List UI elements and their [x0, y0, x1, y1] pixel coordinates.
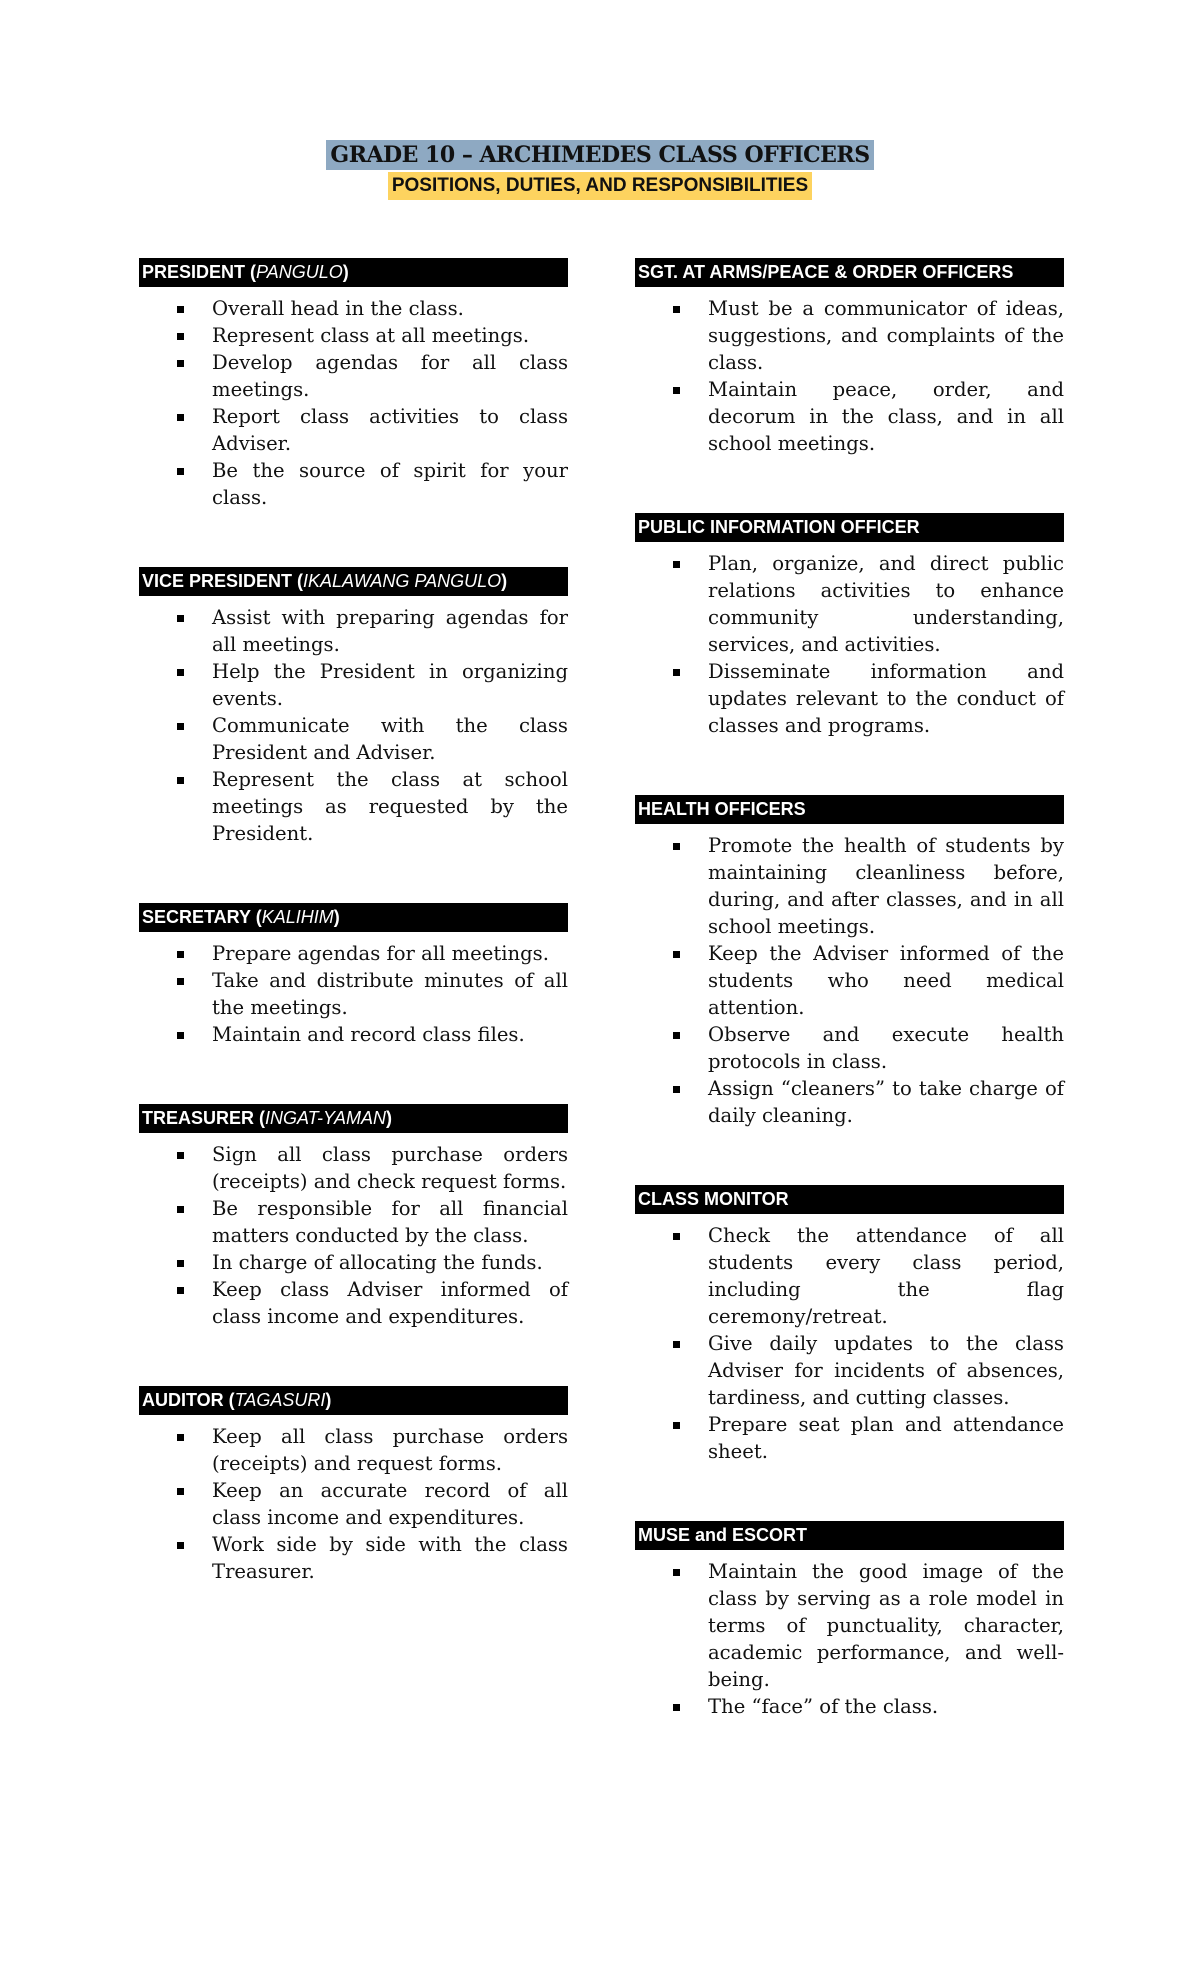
page-subtitle: POSITIONS, DUTIES, AND RESPONSIBILITIES — [388, 172, 812, 200]
position-name: AUDITOR — [142, 1390, 224, 1410]
duty-item — [635, 1693, 1064, 1720]
duty-text: Assist with preparing agendas for all meetings. — [212, 606, 568, 656]
duty-text: Sign all class purchase orders (receipts) and check request forms. — [212, 1143, 568, 1193]
square-bullet-icon — [673, 1086, 680, 1093]
duty-text: Communicate with the class President and Adviser. — [212, 714, 568, 764]
position-filipino-name: TAGASURI — [234, 1390, 326, 1410]
position-filipino-name: PANGULO — [256, 262, 343, 282]
duty-item — [139, 1141, 568, 1195]
duty-text: Overall head in the class. — [212, 297, 464, 320]
duty-text: Maintain peace, order, and decorum in the class, and in all school meetings. — [708, 378, 1064, 455]
section-heading: VICE PRESIDENT (IKALAWANG PANGULO) — [139, 567, 568, 596]
square-bullet-icon — [673, 387, 680, 394]
square-bullet-icon — [673, 306, 680, 313]
section-heading — [635, 258, 1064, 287]
square-bullet-icon — [177, 1287, 184, 1294]
duty-item — [139, 1423, 568, 1477]
duty-item — [635, 1075, 1064, 1129]
section-auditor — [139, 1386, 568, 1585]
left-column — [139, 258, 568, 1641]
section-heading: AUDITOR (TAGASURI) — [139, 1386, 568, 1415]
duty-item — [635, 295, 1064, 376]
square-bullet-icon — [673, 1704, 680, 1711]
square-bullet-icon — [177, 1032, 184, 1039]
position-name: VICE PRESIDENT — [142, 571, 293, 591]
square-bullet-icon — [177, 414, 184, 421]
section-heading — [635, 795, 1064, 824]
right-column — [635, 258, 1064, 1776]
section-heading: TREASURER (INGAT-YAMAN) — [139, 1104, 568, 1133]
duty-item — [635, 376, 1064, 457]
duty-text: Maintain the good image of the class by serving as a role model in terms of punctuality, character, academic performance, and well-being. — [708, 1560, 1064, 1691]
duty-item — [139, 1195, 568, 1249]
section-heading: PRESIDENT (PANGULO) — [139, 258, 568, 287]
square-bullet-icon — [673, 669, 680, 676]
position-name: SGT. AT ARMS/PEACE & ORDER OFFICERS — [638, 262, 1014, 282]
duty-text: Keep class Adviser informed of class income and expenditures. — [212, 1278, 568, 1328]
duty-text: Keep the Adviser informed of the students who need medical attention. — [708, 942, 1064, 1019]
square-bullet-icon — [177, 360, 184, 367]
square-bullet-icon — [673, 951, 680, 958]
position-name: MUSE and ESCORT — [638, 1525, 808, 1545]
position-filipino-name: IKALAWANG PANGULO — [303, 571, 502, 591]
square-bullet-icon — [177, 669, 184, 676]
section-heading — [635, 1185, 1064, 1214]
duty-list — [635, 1222, 1064, 1465]
duty-item — [139, 967, 568, 1021]
duty-item — [635, 1222, 1064, 1330]
position-filipino-name: KALIHIM — [261, 907, 334, 927]
duty-item — [139, 1477, 568, 1531]
duty-item — [635, 940, 1064, 1021]
duty-text: Report class activities to class Adviser. — [212, 405, 568, 455]
duty-text: Promote the health of students by maintaining cleanliness before, during, and after classes, and in all school meetings. — [708, 834, 1064, 938]
duty-list — [635, 550, 1064, 739]
section-vice-president — [139, 567, 568, 847]
square-bullet-icon — [177, 306, 184, 313]
section-secretary — [139, 903, 568, 1048]
duty-item — [139, 349, 568, 403]
duty-list — [139, 295, 568, 511]
duty-text: In charge of allocating the funds. — [212, 1251, 543, 1274]
duty-list — [139, 1141, 568, 1330]
duty-list — [139, 1423, 568, 1585]
duty-item — [635, 832, 1064, 940]
square-bullet-icon — [673, 843, 680, 850]
duty-item — [139, 1021, 568, 1048]
duty-text: Help the President in organizing events. — [212, 660, 568, 710]
square-bullet-icon — [177, 1206, 184, 1213]
page-title: GRADE 10 – ARCHIMEDES CLASS OFFICERS — [326, 140, 873, 170]
square-bullet-icon — [177, 1260, 184, 1267]
position-name: PRESIDENT — [142, 262, 246, 282]
square-bullet-icon — [177, 1434, 184, 1441]
duty-item — [635, 1330, 1064, 1411]
square-bullet-icon — [177, 723, 184, 730]
duty-text: Observe and execute health protocols in class. — [708, 1023, 1064, 1073]
duty-item — [635, 658, 1064, 739]
square-bullet-icon — [177, 1152, 184, 1159]
square-bullet-icon — [177, 468, 184, 475]
duty-text: Prepare agendas for all meetings. — [212, 942, 549, 965]
duty-text: Develop agendas for all class meetings. — [212, 351, 568, 401]
duty-text: Keep all class purchase orders (receipts) and request forms. — [212, 1425, 568, 1475]
duty-text: Must be a communicator of ideas, suggestions, and complaints of the class. — [708, 297, 1064, 374]
square-bullet-icon — [177, 951, 184, 958]
square-bullet-icon — [177, 1542, 184, 1549]
duty-item — [139, 295, 568, 322]
duty-text: The “face” of the class. — [708, 1695, 939, 1718]
duty-item — [139, 1249, 568, 1276]
duty-text: Disseminate information and updates relevant to the conduct of classes and programs. — [708, 660, 1064, 737]
position-name: HEALTH OFFICERS — [638, 799, 806, 819]
duty-text: Give daily updates to the class Adviser for incidents of absences, tardiness, and cutting classes. — [708, 1332, 1064, 1409]
section-health-officers — [635, 795, 1064, 1129]
duty-item — [635, 550, 1064, 658]
duty-item — [139, 1276, 568, 1330]
duty-item — [139, 658, 568, 712]
duty-item — [139, 322, 568, 349]
position-name: TREASURER — [142, 1108, 255, 1128]
section-heading: SECRETARY (KALIHIM) — [139, 903, 568, 932]
duty-text: Represent class at all meetings. — [212, 324, 530, 347]
square-bullet-icon — [177, 777, 184, 784]
duty-text: Be responsible for all financial matters conducted by the class. — [212, 1197, 568, 1247]
square-bullet-icon — [673, 1422, 680, 1429]
duty-text: Plan, organize, and direct public relations activities to enhance community understanding, services, and activities. — [708, 552, 1064, 656]
duty-item — [139, 1531, 568, 1585]
position-name: PUBLIC INFORMATION OFFICER — [638, 517, 920, 537]
square-bullet-icon — [177, 978, 184, 985]
duty-item — [635, 1411, 1064, 1465]
section-sgt-at-arms-peace-order-officers — [635, 258, 1064, 457]
duty-item — [139, 712, 568, 766]
section-treasurer — [139, 1104, 568, 1330]
duty-item — [635, 1021, 1064, 1075]
position-name: CLASS MONITOR — [638, 1189, 789, 1209]
duty-list — [635, 1558, 1064, 1720]
duty-list — [139, 940, 568, 1048]
position-filipino-name: INGAT-YAMAN — [265, 1108, 387, 1128]
duty-list — [635, 832, 1064, 1129]
square-bullet-icon — [673, 561, 680, 568]
section-president — [139, 258, 568, 511]
duty-text: Keep an accurate record of all class income and expenditures. — [212, 1479, 568, 1529]
section-muse-and-escort — [635, 1521, 1064, 1720]
duty-text: Be the source of spirit for your class. — [212, 459, 568, 509]
duty-text: Represent the class at school meetings as requested by the President. — [212, 768, 568, 845]
duty-list — [139, 604, 568, 847]
duty-item — [635, 1558, 1064, 1693]
duty-item — [139, 403, 568, 457]
duty-item — [139, 457, 568, 511]
duty-item — [139, 766, 568, 847]
duty-item — [139, 604, 568, 658]
square-bullet-icon — [177, 1488, 184, 1495]
duty-text: Take and distribute minutes of all the meetings. — [212, 969, 568, 1019]
document-header — [0, 140, 1200, 200]
section-heading — [635, 513, 1064, 542]
duty-item — [139, 940, 568, 967]
duty-text: Prepare seat plan and attendance sheet. — [708, 1413, 1064, 1463]
duty-text: Assign “cleaners” to take charge of daily cleaning. — [708, 1077, 1064, 1127]
duty-text: Work side by side with the class Treasurer. — [212, 1533, 568, 1583]
square-bullet-icon — [177, 333, 184, 340]
square-bullet-icon — [673, 1233, 680, 1240]
duty-text: Check the attendance of all students every class period, including the flag ceremony/retreat. — [708, 1224, 1064, 1328]
section-class-monitor — [635, 1185, 1064, 1465]
square-bullet-icon — [177, 615, 184, 622]
section-public-information-officer — [635, 513, 1064, 739]
section-heading — [635, 1521, 1064, 1550]
duty-text: Maintain and record class files. — [212, 1023, 525, 1046]
square-bullet-icon — [673, 1341, 680, 1348]
duty-list — [635, 295, 1064, 457]
square-bullet-icon — [673, 1032, 680, 1039]
position-name: SECRETARY — [142, 907, 251, 927]
square-bullet-icon — [673, 1569, 680, 1576]
